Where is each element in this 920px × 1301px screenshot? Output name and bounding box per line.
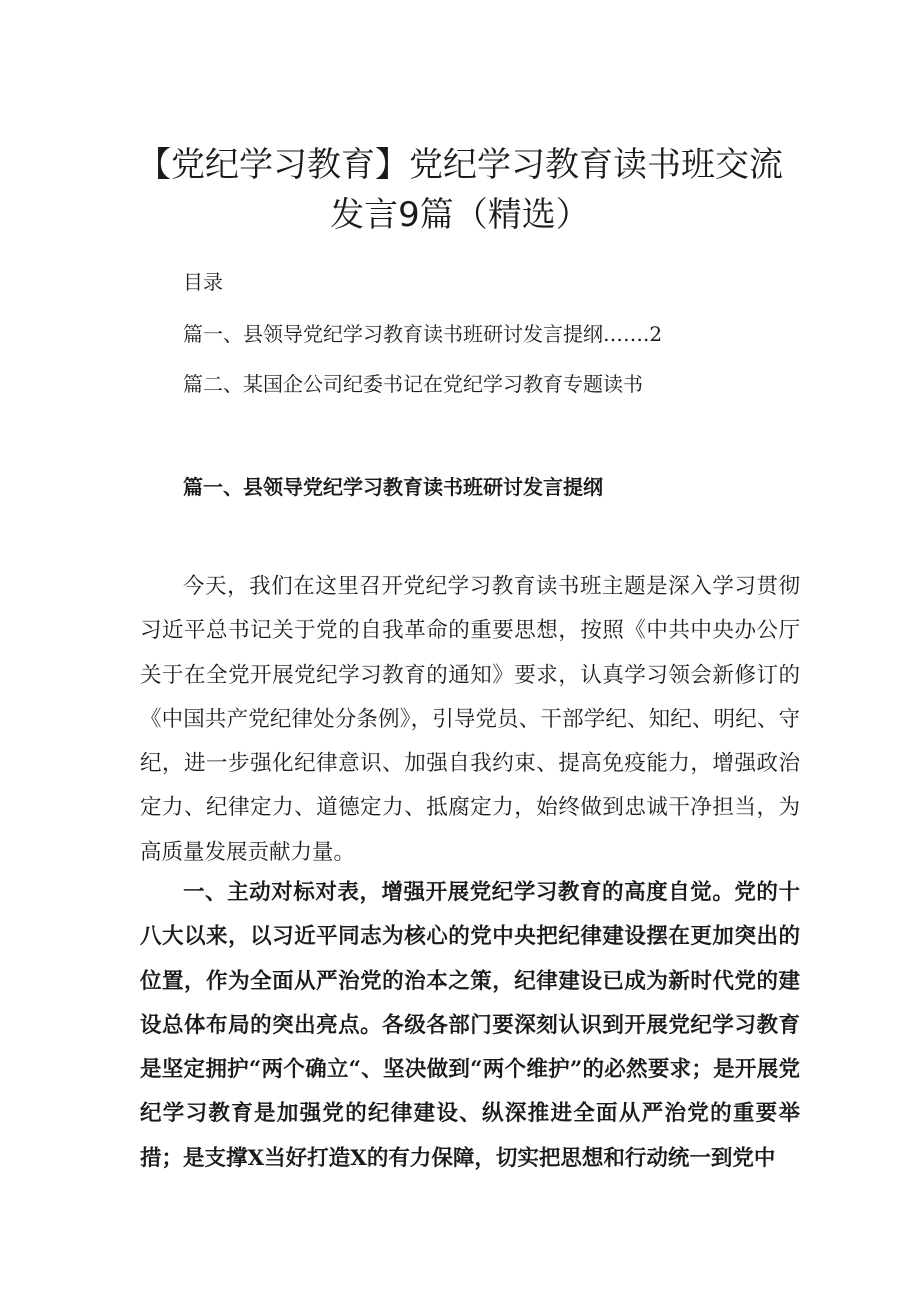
toc-item-2[interactable]: 篇二、某国企公司纪委书记在党纪学习教育专题读书 bbox=[183, 372, 643, 396]
section-heading: 篇一、县领导党纪学习教育读书班研讨发言提纲 bbox=[183, 475, 603, 499]
title-line-2: 发言9篇（精选） bbox=[330, 195, 590, 235]
document-title bbox=[120, 140, 800, 240]
body-paragraph-1: 今天，我们在这里召开党纪学习教育读书班主题是深入学习贯彻习近平总书记关于党的自我革命的重要思想，按照《中共中央办公厅关于在全党开展党纪学习教育的通知》要求，认真学习领会新修订的《中国共产党纪律处分条例》，引导党员、干部学纪、知纪、明纪、守纪，进一步强化纪律意识、加强自我约束、提高免疫能力，增强政治定力、纪律定力、道德定力、抵腐定力，始终做到忠诚干净担当，为高质量发展贡献力量。 bbox=[140, 574, 800, 865]
toc-label: 目录 bbox=[183, 270, 223, 294]
body-paragraph-2: 一、主动对标对表，增强开展党纪学习教育的高度自觉。党的十八大以来，以习近平同志为核心的党中央把纪律建设摆在更加突出的位置，作为全面从严治党的治本之策，纪律建设已成为新时代党的建设总体布局的突出亮点。各级各部门要深刻认识到开展党纪学习教育是坚定拥护“两个确立“、坚决做到“两个维护”的必然要求；是开展党纪学习教育是加强党的纪律建设、纵深推进全面从严治党的重要举措；是支撑X当好打造X的有力保障，切实把思想和行动统一到党中 bbox=[140, 880, 800, 1171]
title-line-1: 【党纪学习教育】党纪学习教育读书班交流 bbox=[137, 145, 783, 185]
toc-item-1[interactable]: 篇一、县领导党纪学习教育读书班研讨发言提纲…….2 bbox=[183, 322, 663, 346]
